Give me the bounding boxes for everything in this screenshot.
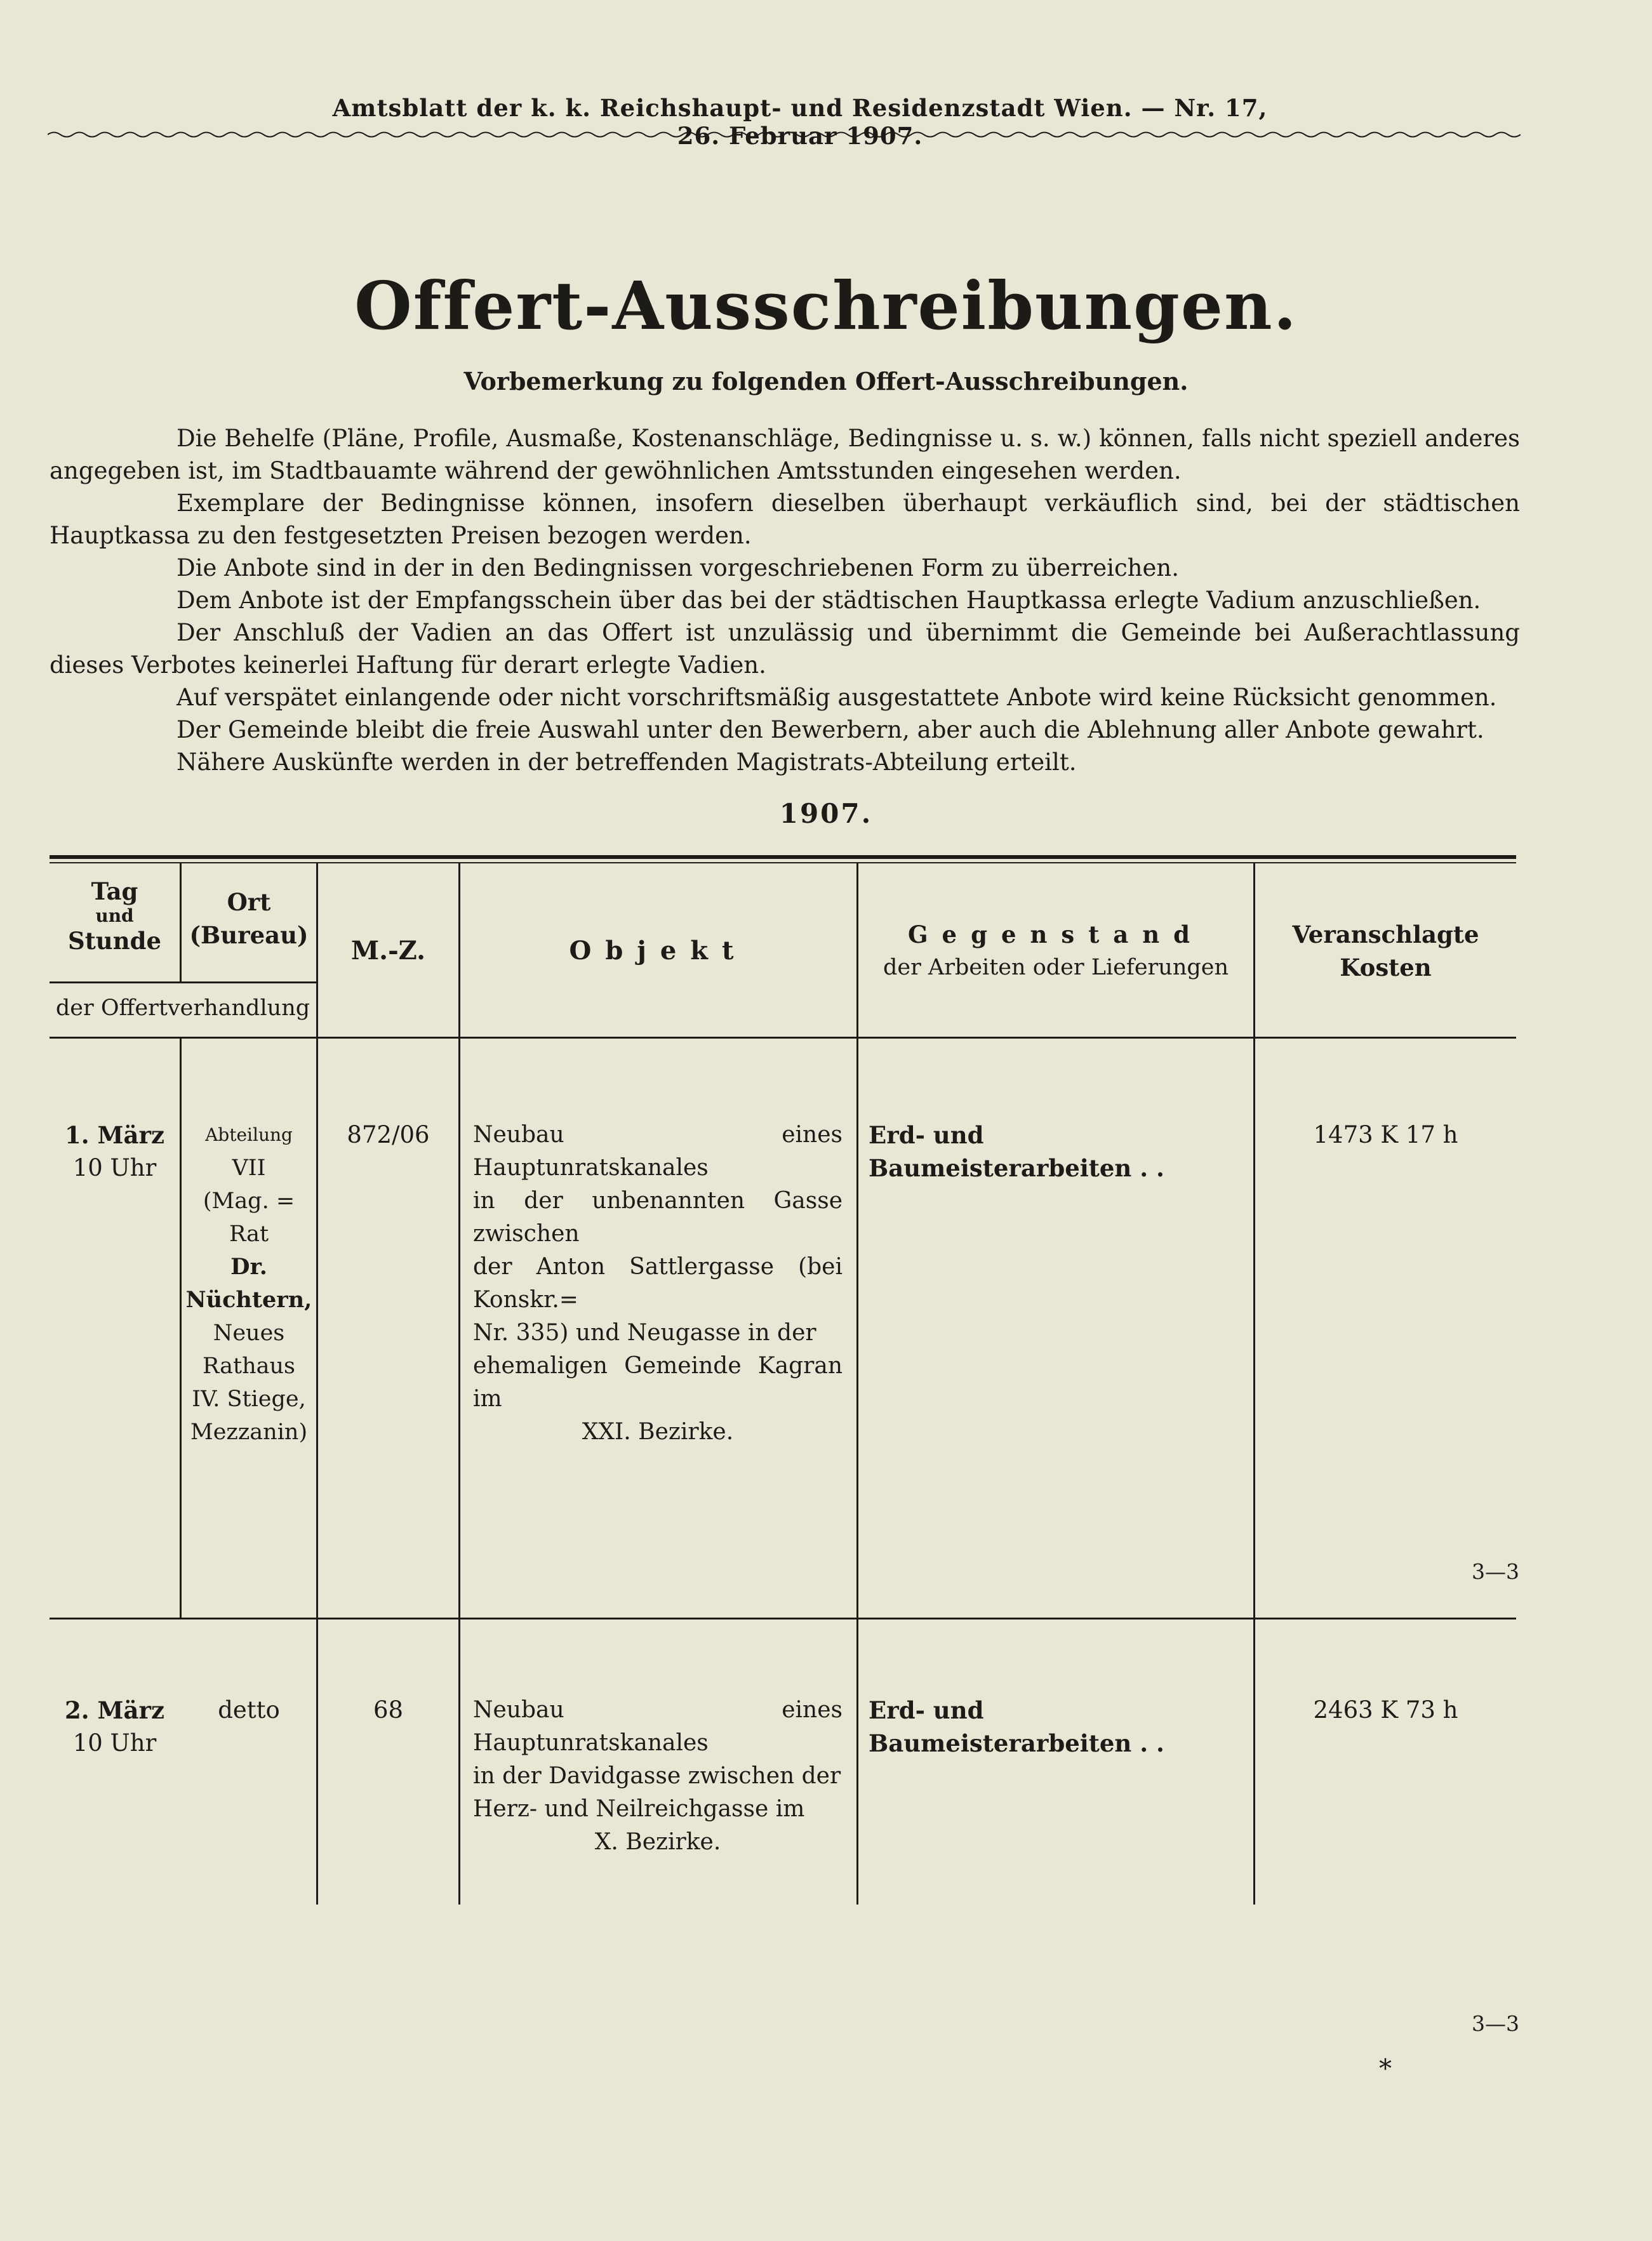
table-row-ort: [182, 1694, 316, 1727]
header-kosten-line2: Kosten: [1340, 954, 1432, 981]
header-subrule: [50, 981, 316, 983]
header-gegenstand-label: Gegenstand: [907, 921, 1204, 948]
header-kosten-line1: Veranschlagte: [1292, 921, 1479, 948]
row-date: 1. März: [65, 1121, 164, 1149]
ort-line: (Mag. = Rat: [203, 1188, 295, 1247]
header-objekt: Objekt: [569, 936, 748, 966]
objekt-line-last: X. Bezirke.: [594, 1829, 721, 1855]
header-tag-stunde: [50, 875, 180, 957]
objekt-line: Neubau eines Hauptunratskanales: [473, 1697, 843, 1756]
year-heading: 1907.: [779, 798, 873, 829]
ort-line: Dr.: [230, 1254, 267, 1280]
header-gegenstand: [858, 918, 1253, 984]
intro-paragraph: Dem Anbote ist der Empfangsschein über das bei der städtischen Hauptkassa erlegte Vadium anzuschließen.: [177, 587, 1481, 614]
header-und: und: [95, 905, 134, 926]
table-row-date: [50, 1119, 180, 1185]
row-divider: [50, 1618, 1516, 1619]
table-row-ort: [182, 1119, 316, 1449]
intro-paragraph: Exemplare der Bedingnisse können, insofern dieselben überhaupt verkäuflich sind, bei der städtischen Hauptkassa zu den festgesetzten Preisen bezogen werden.: [50, 489, 1520, 549]
row-objekt: [473, 1694, 843, 1859]
ort-line: VII: [232, 1155, 266, 1181]
header-gegenstand-sub: der Arbeiten oder Lieferungen: [883, 955, 1229, 980]
subtitle: Vorbemerkung zu folgenden Offert-Ausschreibungen.: [463, 367, 1189, 396]
intro-paragraph: Auf verspätet einlangende oder nicht vorschriftsmäßig ausgestattete Anbote wird keine Rücksicht genommen.: [177, 684, 1497, 711]
row-date: 2. März: [65, 1696, 164, 1724]
header-ort: [182, 886, 316, 952]
objekt-line: in der unbenannten Gasse zwischen: [473, 1188, 843, 1247]
ort-line: Rathaus: [203, 1353, 295, 1379]
row-time: 10 Uhr: [72, 1154, 157, 1181]
intro-paragraph: Nähere Auskünfte werden in der betreffenden Magistrats-Abteilung erteilt.: [177, 748, 1077, 776]
column-divider: [1253, 863, 1255, 1905]
row-objekt: [473, 1119, 843, 1449]
row-gegenstand: Erd- und Baumeisterarbeiten . .: [869, 1696, 1164, 1757]
objekt-line: in der Davidgasse zwischen der: [473, 1763, 841, 1789]
header-bureau-label: (Bureau): [189, 921, 309, 949]
ort-line: Abteilung: [205, 1124, 293, 1145]
ort-line: detto: [218, 1696, 280, 1724]
objekt-line: Nr. 335) und Neugasse in der: [473, 1320, 816, 1346]
ort-line: Nüchtern,: [185, 1287, 312, 1313]
intro-text: [50, 422, 1520, 778]
ort-line: Neues: [213, 1320, 285, 1346]
header-tag: Tag: [91, 877, 138, 905]
intro-paragraph: Die Behelfe (Pläne, Profile, Ausmaße, Kostenanschläge, Bedingnisse u. s. w.) können, falls nicht speziell anderes angegeben ist, im Stadtbauamte während der gewöhnlichen Amtsstunden eingesehen werden.: [50, 425, 1520, 484]
header-stunde: Stunde: [67, 927, 162, 955]
footnote-mark: *: [1379, 2054, 1392, 2084]
table-row-date: [50, 1694, 180, 1760]
header-offertverhandlung: der Offertverhandlung: [55, 995, 310, 1021]
running-header: Amtsblatt der k. k. Reichshaupt- und Residenzstadt Wien. — Nr. 17, 26. Februar 1907.: [332, 94, 1268, 150]
objekt-line: Neubau eines Hauptunratskanales: [473, 1122, 843, 1181]
intro-paragraph: Der Gemeinde bleibt die freie Auswahl unter den Bewerbern, aber auch die Ablehnung aller Anbote gewahrt.: [177, 716, 1484, 743]
wavy-divider: [48, 130, 1521, 139]
ort-line: Mezzanin): [190, 1420, 308, 1445]
header-ort-label: Ort: [227, 888, 271, 916]
row-kosten: 2463 K 73 h: [1313, 1696, 1458, 1724]
table-top-rule: [50, 855, 1516, 859]
header-mz: M.-Z.: [350, 936, 426, 966]
continuation-marker: 3—3: [1472, 2011, 1519, 2036]
header-bottom-rule: [50, 1037, 1516, 1039]
column-divider: [458, 863, 460, 1905]
row-mz: 68: [373, 1696, 404, 1724]
column-divider: [316, 863, 318, 1905]
header-kosten: [1255, 918, 1516, 984]
objekt-line: Herz- und Neilreichgasse im: [473, 1796, 805, 1822]
table-top-rule-thin: [50, 862, 1516, 863]
row-mz: 872/06: [347, 1121, 430, 1148]
column-divider: [856, 863, 858, 1905]
intro-paragraph: Der Anschluß der Vadien an das Offert ist unzulässig und übernimmt die Gemeinde bei Außerachtlassung dieses Verbotes keinerlei Haftung für derart erlegte Vadien.: [50, 619, 1520, 679]
intro-paragraph: Die Anbote sind in der in den Bedingnissen vorgeschriebenen Form zu überreichen.: [177, 554, 1179, 582]
row-time: 10 Uhr: [72, 1729, 157, 1757]
objekt-line: ehemaligen Gemeinde Kagran im: [473, 1353, 843, 1412]
continuation-marker: 3—3: [1472, 1559, 1519, 1584]
objekt-line: der Anton Sattlergasse (bei Konskr.=: [473, 1254, 843, 1313]
ort-line: IV. Stiege,: [192, 1386, 306, 1412]
page-title: Offert-Ausschreibungen.: [354, 267, 1298, 345]
row-kosten: 1473 K 17 h: [1313, 1121, 1458, 1148]
objekt-line-last: XXI. Bezirke.: [582, 1419, 734, 1445]
row-gegenstand: Erd- und Baumeisterarbeiten . .: [869, 1121, 1164, 1182]
